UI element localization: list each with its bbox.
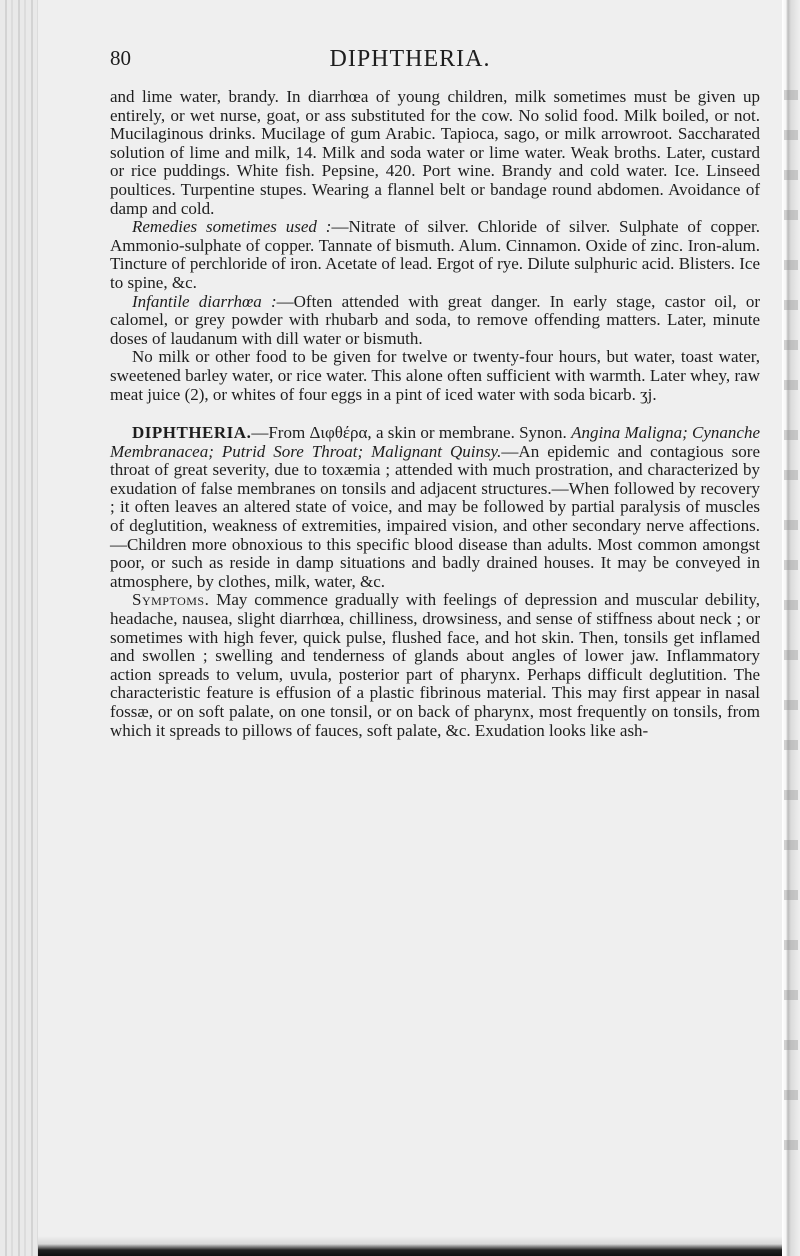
paragraph-remedies bbox=[110, 218, 760, 292]
diphtheria-etymology: —From Διφθέρα, a skin or membrane. Synon. bbox=[251, 423, 567, 443]
book-binding bbox=[0, 0, 38, 1256]
page-header bbox=[110, 46, 710, 80]
remedies-text: —Nitrate of silver. Chloride of silver. Sulphate of copper. Ammonio-sulphate of copper. Tannate of bismuth. Alum. Cinnamon. Oxide of zinc. Iron-alum. Tincture of perchloride of iron. Acetate of lead. Ergot of rye. Dilute sulphuric acid. Blisters. Ice to spine, &c. bbox=[110, 217, 761, 292]
diphtheria-description: —An epidemic and contagious sore throat of great severity, due to toxæmia ; attended with much prostration, and characterized by exudation of false membranes on tonsils and adjacent structures.—When followed by recovery ; it often leaves an altered state of voice, and may be followed by partial paralysis of muscles of deglutition, weakness of extremities, impaired vision, and other secondary nerve affections.—Children more obnoxious to this specific blood disease than adults. Most common amongst poor, or such as reside in damp situations and badly drained houses. It may be conveyed in atmosphere, by clothes, milk, water, &c. bbox=[110, 441, 760, 591]
text-column bbox=[110, 88, 760, 740]
paragraph-symptoms bbox=[110, 591, 760, 740]
infantile-text: —Often attended with great danger. In early stage, castor oil, or calomel, or grey powder with rhubarb and soda, to remove offending matters. Later, minute doses of laudanum with dill water or bismuth. bbox=[110, 291, 760, 348]
running-title: DIPHTHERIA. bbox=[329, 46, 491, 72]
infantile-label: Infantile diarrhœa : bbox=[132, 291, 277, 311]
paragraph-no-milk: No milk or other food to be given for twelve or twenty-four hours, but water, toast water, sweetened barley water, or rice water. This alone often sufficient with warmth. Later whey, raw meat juice (2), or whites of four eggs in a pint of iced water with soda bicarb. ʒj. bbox=[110, 347, 760, 404]
paragraph-diphtheria bbox=[110, 424, 760, 591]
facing-page-edge bbox=[782, 0, 800, 1256]
paragraph-infantile-diarrhoea bbox=[110, 293, 760, 349]
diphtheria-synonyms: Angina Maligna; Cynanche Membranacea; Putrid Sore Throat; Malignant Quinsy. bbox=[110, 423, 760, 461]
symptoms-heading: Symptoms. bbox=[132, 590, 210, 610]
remedies-label: Remedies sometimes used : bbox=[132, 217, 332, 237]
page-number: 80 bbox=[110, 46, 131, 70]
symptoms-text: May commence gradually with feelings of depression and muscular debility, headache, nausea, slight diarrhœa, chilliness, drowsiness, and sense of stiffness about neck ; or sometimes with high fever, quick pulse, flushed face, and hot skin. Then, tonsils get inflamed and swollen ; swelling and tenderness of glands about angles of lower jaw. Inflammatory action spreads to velum, uvula, posterior part of pharynx. Perhaps difficult deglutition. The characteristic feature is effusion of a plastic fibrinous material. This may first appear in nasal fossæ, or on soft palate, on one tonsil, or on back of pharynx, most frequently on tonsils, from which it spreads to pillows of fauces, soft palate, &c. Exudation looks like ash- bbox=[110, 590, 760, 740]
paragraph-diet: and lime water, brandy. In diarrhœa of young children, milk sometimes must be given up entirely, or wet nurse, goat, or ass substituted for the cow. No solid food. Milk boiled, or not. Mucilaginous drinks. Mucilage of gum Arabic. Tapioca, sago, or milk arrowroot. Saccharated solution of lime and milk, 14. Milk and soda water or lime water. Weak broths. Later, custard or rice puddings. White fish. Pepsine, 420. Port wine. Brandy and cold water. Ice. Linseed poultices. Turpentine stupes. Wearing a flannel belt or bandage round abdomen. Avoidance of damp and cold. bbox=[110, 87, 760, 218]
diphtheria-heading: DIPHTHERIA. bbox=[132, 423, 252, 443]
page-bottom-shadow bbox=[38, 1236, 782, 1256]
